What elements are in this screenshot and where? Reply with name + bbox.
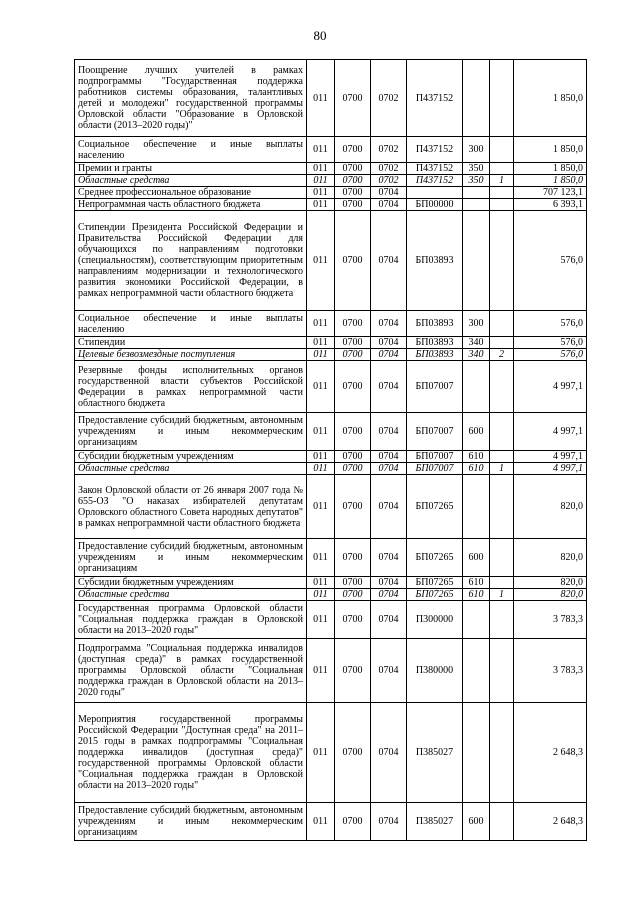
expense-type-code-cell: 610	[463, 451, 490, 463]
ministry-code-cell: 011	[307, 703, 335, 803]
section-code-cell: 0700	[335, 187, 371, 199]
item-name-cell: Премии и гранты	[75, 163, 307, 175]
amount-cell: 1 850,0	[514, 163, 587, 175]
target-article-code-cell: БП03893	[407, 311, 463, 337]
funding-source-code-cell	[490, 361, 514, 413]
expense-type-code-cell: 300	[463, 137, 490, 163]
expense-type-code-cell	[463, 639, 490, 703]
amount-cell: 4 997,1	[514, 451, 587, 463]
subsection-code-cell: 0704	[371, 601, 407, 639]
subsection-code-cell: 0702	[371, 137, 407, 163]
target-article-code-cell: П385027	[407, 803, 463, 841]
amount-cell: 1 850,0	[514, 175, 587, 187]
target-article-code-cell	[407, 187, 463, 199]
amount-cell: 1 850,0	[514, 137, 587, 163]
funding-source-code-cell: 1	[490, 589, 514, 601]
item-name-cell: Субсидии бюджетным учреждениям	[75, 577, 307, 589]
subsection-code-cell: 0704	[371, 803, 407, 841]
section-code-cell: 0700	[335, 463, 371, 475]
funding-source-code-cell	[490, 163, 514, 175]
page-number: 80	[313, 28, 327, 43]
ministry-code-cell: 011	[307, 175, 335, 187]
target-article-code-cell: БП07007	[407, 413, 463, 451]
section-code-cell: 0700	[335, 803, 371, 841]
target-article-code-cell: БП00000	[407, 199, 463, 211]
table-row	[75, 137, 587, 163]
expense-type-code-cell: 350	[463, 175, 490, 187]
funding-source-code-cell	[490, 577, 514, 589]
amount-cell: 820,0	[514, 589, 587, 601]
item-name-cell: Стипендии Президента Российской Федерации и Правительства Российской Федерации для обучающихся по направлениям подготовки (специальностям), соответствующим приоритетным направлениям модернизации и технологического развития экономики Российской Федерации, в рамках непрограммной части областного бюджета	[75, 211, 307, 311]
target-article-code-cell: П437152	[407, 163, 463, 175]
subsection-code-cell: 0704	[371, 361, 407, 413]
subsection-code-cell: 0704	[371, 451, 407, 463]
item-name-cell: Целевые безвозмездные поступления	[75, 349, 307, 361]
table-row	[75, 589, 587, 601]
section-code-cell: 0700	[335, 601, 371, 639]
section-code-cell: 0700	[335, 703, 371, 803]
funding-source-code-cell	[490, 187, 514, 199]
target-article-code-cell: БП07265	[407, 577, 463, 589]
funding-source-code-cell	[490, 211, 514, 311]
expense-type-code-cell: 300	[463, 311, 490, 337]
target-article-code-cell: БП07007	[407, 361, 463, 413]
table-row	[75, 187, 587, 199]
table-row	[75, 703, 587, 803]
item-name-cell: Мероприятия государственной программы Российской Федерации "Доступная среда" на 2011–2015 годы в рамках подпрограммы "Социальная поддержка инвалидов (доступная среда)" государственной программы Орловской области "Социальная поддержка граждан в Орловской области на 2013–2020 годы"	[75, 703, 307, 803]
section-code-cell: 0700	[335, 539, 371, 577]
funding-source-code-cell	[490, 803, 514, 841]
amount-cell: 576,0	[514, 211, 587, 311]
expense-type-code-cell: 600	[463, 539, 490, 577]
amount-cell: 2 648,3	[514, 803, 587, 841]
funding-source-code-cell: 2	[490, 349, 514, 361]
expense-type-code-cell: 340	[463, 337, 490, 349]
ministry-code-cell: 011	[307, 639, 335, 703]
expense-type-code-cell: 610	[463, 463, 490, 475]
expense-type-code-cell	[463, 187, 490, 199]
item-name-cell: Резервные фонды исполнительных органов государственной власти субъектов Российской Федерации в рамках непрограммной части областного бюджета	[75, 361, 307, 413]
target-article-code-cell: БП07265	[407, 539, 463, 577]
table-row	[75, 163, 587, 175]
section-code-cell: 0700	[335, 475, 371, 539]
amount-cell: 4 997,1	[514, 463, 587, 475]
amount-cell: 3 783,3	[514, 639, 587, 703]
section-code-cell: 0700	[335, 361, 371, 413]
table-row	[75, 539, 587, 577]
item-name-cell: Подпрограмма "Социальная поддержка инвалидов (доступная среда)" в рамках государственной программы Орловской области "Социальная поддержка граждан в Орловской области на 2013–2020 годы"	[75, 639, 307, 703]
table-row	[75, 199, 587, 211]
table-row	[75, 361, 587, 413]
subsection-code-cell: 0704	[371, 703, 407, 803]
subsection-code-cell: 0704	[371, 639, 407, 703]
table-row	[75, 463, 587, 475]
table-row	[75, 803, 587, 841]
expense-type-code-cell	[463, 601, 490, 639]
target-article-code-cell: БП03893	[407, 349, 463, 361]
item-name-cell: Предоставление субсидий бюджетным, автономным учреждениям и иным некоммерческим организациям	[75, 413, 307, 451]
section-code-cell: 0700	[335, 451, 371, 463]
item-name-cell: Закон Орловской области от 26 января 2007 года № 655-ОЗ "О наказах избирателей депутатам Орловского областного Совета народных депутатов" в рамках непрограммной части областного бюджета	[75, 475, 307, 539]
target-article-code-cell: БП03893	[407, 337, 463, 349]
item-name-cell: Субсидии бюджетным учреждениям	[75, 451, 307, 463]
funding-source-code-cell	[490, 601, 514, 639]
target-article-code-cell: БП07265	[407, 589, 463, 601]
section-code-cell: 0700	[335, 163, 371, 175]
expense-type-code-cell: 610	[463, 577, 490, 589]
ministry-code-cell: 011	[307, 311, 335, 337]
subsection-code-cell: 0702	[371, 60, 407, 137]
funding-source-code-cell	[490, 137, 514, 163]
ministry-code-cell: 011	[307, 211, 335, 311]
section-code-cell: 0700	[335, 211, 371, 311]
item-name-cell: Среднее профессиональное образование	[75, 187, 307, 199]
ministry-code-cell: 011	[307, 451, 335, 463]
expense-type-code-cell	[463, 199, 490, 211]
section-code-cell: 0700	[335, 349, 371, 361]
section-code-cell: 0700	[335, 60, 371, 137]
item-name-cell: Социальное обеспечение и иные выплаты населению	[75, 311, 307, 337]
ministry-code-cell: 011	[307, 199, 335, 211]
subsection-code-cell: 0704	[371, 589, 407, 601]
table-row	[75, 475, 587, 539]
ministry-code-cell: 011	[307, 337, 335, 349]
subsection-code-cell: 0702	[371, 175, 407, 187]
section-code-cell: 0700	[335, 137, 371, 163]
target-article-code-cell: БП07265	[407, 475, 463, 539]
table-row	[75, 639, 587, 703]
item-name-cell: Стипендии	[75, 337, 307, 349]
funding-source-code-cell	[490, 311, 514, 337]
table-row	[75, 413, 587, 451]
amount-cell: 576,0	[514, 337, 587, 349]
section-code-cell: 0700	[335, 589, 371, 601]
table-row	[75, 349, 587, 361]
subsection-code-cell: 0704	[371, 337, 407, 349]
amount-cell: 3 783,3	[514, 601, 587, 639]
item-name-cell: Предоставление субсидий бюджетным, автономным учреждениям и иным некоммерческим организациям	[75, 803, 307, 841]
subsection-code-cell: 0704	[371, 577, 407, 589]
ministry-code-cell: 011	[307, 361, 335, 413]
amount-cell: 6 393,1	[514, 199, 587, 211]
amount-cell: 576,0	[514, 349, 587, 361]
target-article-code-cell: П380000	[407, 639, 463, 703]
item-name-cell: Непрограммная часть областного бюджета	[75, 199, 307, 211]
item-name-cell: Предоставление субсидий бюджетным, автономным учреждениям и иным некоммерческим организациям	[75, 539, 307, 577]
expense-type-code-cell: 600	[463, 803, 490, 841]
amount-cell: 820,0	[514, 475, 587, 539]
subsection-code-cell: 0704	[371, 539, 407, 577]
subsection-code-cell: 0704	[371, 199, 407, 211]
subsection-code-cell: 0704	[371, 463, 407, 475]
target-article-code-cell: П437152	[407, 137, 463, 163]
subsection-code-cell: 0702	[371, 163, 407, 175]
item-name-cell: Областные средства	[75, 175, 307, 187]
expense-type-code-cell	[463, 475, 490, 539]
item-name-cell: Социальное обеспечение и иные выплаты населению	[75, 137, 307, 163]
amount-cell: 576,0	[514, 311, 587, 337]
table-row	[75, 451, 587, 463]
target-article-code-cell: П437152	[407, 60, 463, 137]
section-code-cell: 0700	[335, 413, 371, 451]
amount-cell: 707 123,1	[514, 187, 587, 199]
funding-source-code-cell	[490, 475, 514, 539]
funding-source-code-cell: 1	[490, 463, 514, 475]
section-code-cell: 0700	[335, 337, 371, 349]
subsection-code-cell: 0704	[371, 413, 407, 451]
amount-cell: 820,0	[514, 539, 587, 577]
funding-source-code-cell	[490, 639, 514, 703]
table-row	[75, 311, 587, 337]
ministry-code-cell: 011	[307, 413, 335, 451]
ministry-code-cell: 011	[307, 60, 335, 137]
target-article-code-cell: П300000	[407, 601, 463, 639]
section-code-cell: 0700	[335, 311, 371, 337]
expense-type-code-cell	[463, 361, 490, 413]
amount-cell: 4 997,1	[514, 413, 587, 451]
section-code-cell: 0700	[335, 639, 371, 703]
table-row	[75, 175, 587, 187]
funding-source-code-cell	[490, 337, 514, 349]
expense-type-code-cell	[463, 703, 490, 803]
ministry-code-cell: 011	[307, 463, 335, 475]
amount-cell: 4 997,1	[514, 361, 587, 413]
expense-type-code-cell: 610	[463, 589, 490, 601]
table-row	[75, 601, 587, 639]
table-row	[75, 60, 587, 137]
amount-cell: 820,0	[514, 577, 587, 589]
expense-type-code-cell	[463, 60, 490, 137]
funding-source-code-cell	[490, 539, 514, 577]
funding-source-code-cell	[490, 60, 514, 137]
funding-source-code-cell	[490, 413, 514, 451]
target-article-code-cell: П437152	[407, 175, 463, 187]
budget-table	[74, 59, 587, 841]
item-name-cell: Областные средства	[75, 589, 307, 601]
ministry-code-cell: 011	[307, 349, 335, 361]
target-article-code-cell: БП07007	[407, 463, 463, 475]
ministry-code-cell: 011	[307, 577, 335, 589]
expense-type-code-cell: 350	[463, 163, 490, 175]
table-body	[75, 60, 587, 841]
section-code-cell: 0700	[335, 199, 371, 211]
expense-type-code-cell: 340	[463, 349, 490, 361]
subsection-code-cell: 0704	[371, 349, 407, 361]
item-name-cell: Областные средства	[75, 463, 307, 475]
amount-cell: 2 648,3	[514, 703, 587, 803]
funding-source-code-cell	[490, 199, 514, 211]
table-row	[75, 211, 587, 311]
target-article-code-cell: БП07007	[407, 451, 463, 463]
table-row	[75, 337, 587, 349]
ministry-code-cell: 011	[307, 163, 335, 175]
expense-type-code-cell	[463, 211, 490, 311]
subsection-code-cell: 0704	[371, 211, 407, 311]
target-article-code-cell: БП03893	[407, 211, 463, 311]
subsection-code-cell: 0704	[371, 187, 407, 199]
funding-source-code-cell: 1	[490, 175, 514, 187]
ministry-code-cell: 011	[307, 601, 335, 639]
ministry-code-cell: 011	[307, 137, 335, 163]
target-article-code-cell: П385027	[407, 703, 463, 803]
section-code-cell: 0700	[335, 175, 371, 187]
table-row	[75, 577, 587, 589]
ministry-code-cell: 011	[307, 803, 335, 841]
subsection-code-cell: 0704	[371, 475, 407, 539]
ministry-code-cell: 011	[307, 539, 335, 577]
subsection-code-cell: 0704	[371, 311, 407, 337]
funding-source-code-cell	[490, 451, 514, 463]
funding-source-code-cell	[490, 703, 514, 803]
ministry-code-cell: 011	[307, 187, 335, 199]
item-name-cell: Государственная программа Орловской области "Социальная поддержка граждан в Орловской области на 2013–2020 годы"	[75, 601, 307, 639]
ministry-code-cell: 011	[307, 589, 335, 601]
section-code-cell: 0700	[335, 577, 371, 589]
item-name-cell: Поощрение лучших учителей в рамках подпрограммы "Государственная поддержка работников системы образования, талантливых детей и молодежи" государственной программы Орловской области "Образование в Орловской области (2013–2020 годы)"	[75, 60, 307, 137]
ministry-code-cell: 011	[307, 475, 335, 539]
expense-type-code-cell: 600	[463, 413, 490, 451]
amount-cell: 1 850,0	[514, 60, 587, 137]
